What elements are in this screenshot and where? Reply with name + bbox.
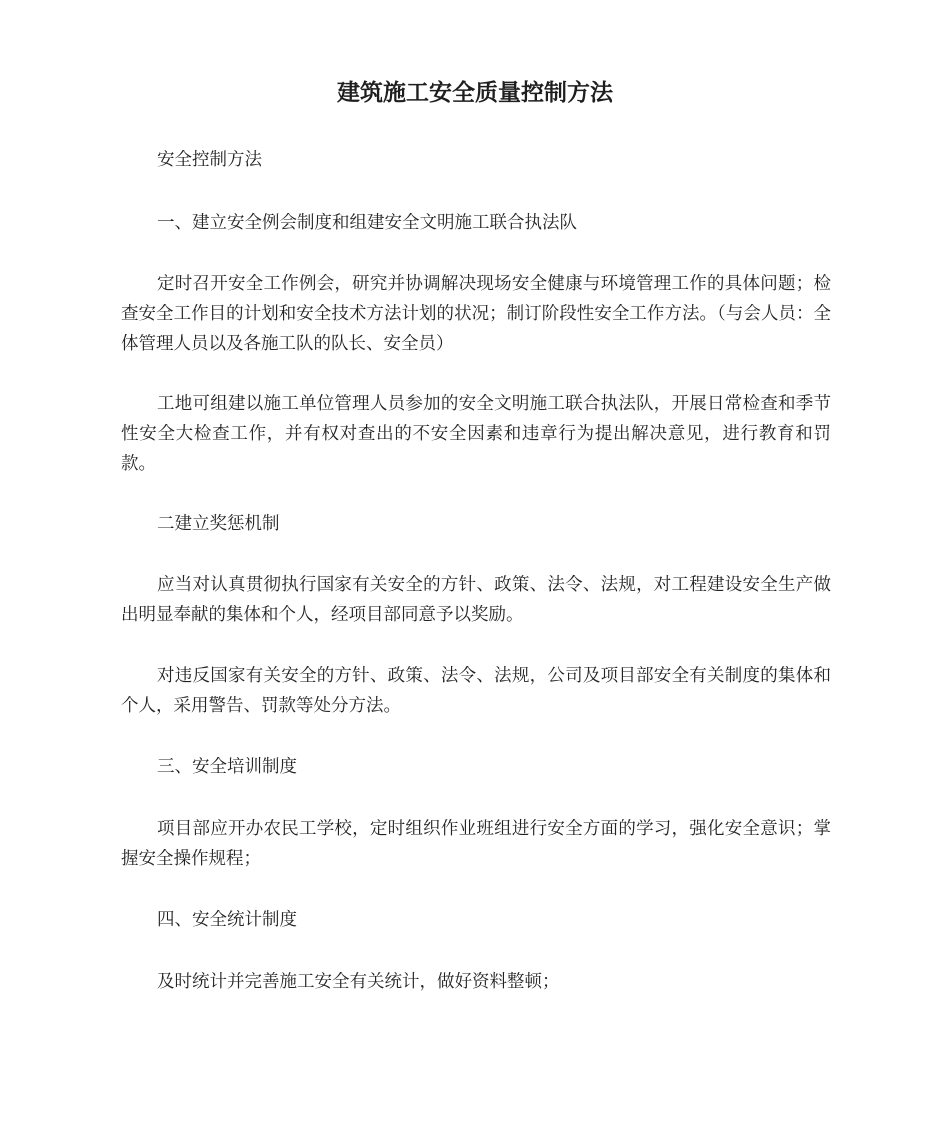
heading-2: 二建立奖惩机制: [157, 514, 280, 534]
heading-4: 四、安全统计制度: [157, 910, 297, 930]
paragraph-5: 项目部应开办农民工学校，定时组织作业班组进行安全方面的学习，强化安全意识；掌握安全操作规程；: [121, 819, 831, 869]
heading-1: 一、建立安全例会制度和组建安全文明施工联合执法队: [157, 213, 577, 233]
paragraph-4: 对违反国家有关安全的方针、政策、法令、法规，公司及项目部安全有关制度的集体和个人，采用警告、罚款等处分方法。: [121, 666, 831, 716]
heading-3: 三、安全培训制度: [157, 757, 297, 777]
paragraph-2: 工地可组建以施工单位管理人员参加的安全文明施工联合执法队，开展日常检查和季节性安全大检查工作，并有权对查出的不安全因素和违章行为提出解决意见，进行教育和罚款。: [121, 394, 831, 474]
document-title: 建筑施工安全质量控制方法: [337, 80, 613, 106]
paragraph-6: 及时统计并完善施工安全有关统计，做好资料整顿；: [157, 972, 560, 992]
paragraph-3: 应当对认真贯彻执行国家有关安全的方针、政策、法令、法规，对工程建设安全生产做出明显奉献的集体和个人，经项目部同意予以奖励。: [121, 575, 831, 625]
section-heading: 安全控制方法: [157, 150, 262, 170]
paragraph-1: 定时召开安全工作例会，研究并协调解决现场安全健康与环境管理工作的具体问题；检查安全工作目的计划和安全技术方法计划的状况；制订阶段性安全工作方法。（与会人员：全体管理人员以及各施工队的队长、安全员）: [121, 274, 831, 354]
